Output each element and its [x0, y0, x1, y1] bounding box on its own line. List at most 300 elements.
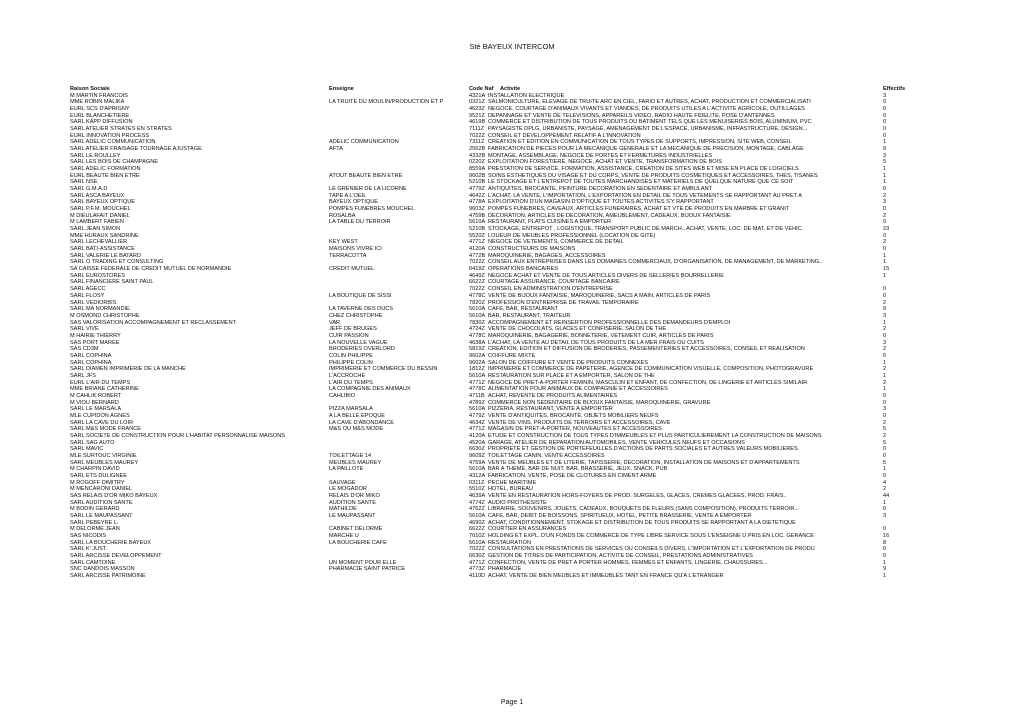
- activite-cell: AUDIO PROTHESISTE: [488, 499, 547, 506]
- enseigne-cell: MARCHE U: [329, 533, 359, 540]
- activite-cell: COMMERCE ET DISTRIBUTION DE TOUS PRODUITS DU BATIMENT TELS QUE LES MENUISERIES BOIS, ALUMINIUM, PVC: [488, 119, 812, 126]
- effectifs-cell: 0: [883, 126, 887, 133]
- enseigne-cell: LE GRENIER DE LA LICORNE: [329, 186, 407, 193]
- code-naf-cell: 5610A: [469, 219, 486, 226]
- code-naf-cell: 5819Z: [469, 346, 485, 353]
- code-naf-cell: 4642Z: [469, 192, 485, 199]
- code-naf-cell: 4120A: [469, 246, 486, 253]
- code-naf-cell: 5610A: [469, 406, 486, 413]
- table-row: [70, 446, 910, 453]
- table-row: [70, 226, 910, 233]
- code-naf-cell: 4321A: [469, 92, 486, 99]
- raison-sociale-cell: SARL COPHINA: [70, 352, 112, 359]
- code-naf-cell: 5610A: [469, 539, 486, 546]
- raison-sociale-cell: SARL ATELIER FRAISAGE TOURNAGE AJUSTAGE: [70, 146, 202, 153]
- raison-sociale-cell: EURL BEAUTE BIEN ETRE: [70, 172, 140, 179]
- activite-cell: NEGOCE DE PRET-A-PORTER FEMININ, MASCULIN ET ENFANT, DE CONFECTION, DE LINGERIE ET ARTICLES SIMILAIR: [488, 379, 808, 386]
- activite-cell: COURTAGE ASSURANCE, COURTAGE BANCAIRE: [488, 279, 620, 286]
- table-row: [70, 473, 910, 480]
- effectifs-cell: 2: [883, 346, 887, 353]
- code-naf-cell: 9521Z: [469, 112, 485, 119]
- effectifs-cell: 8: [883, 539, 887, 546]
- code-naf-cell: 4762Z: [469, 506, 485, 513]
- code-naf-cell: 4619B: [469, 119, 486, 126]
- raison-sociale-cell: SARL JFS: [70, 372, 96, 379]
- effectifs-cell: 1: [883, 386, 887, 393]
- effectifs-cell: 0: [883, 446, 887, 453]
- activite-cell: CONSEIL AUX ENTREPRISES DANS LES DOMAINES COMMERCIAUX, D'ORGANISATION, DE MANAGEMENT, DE MARKETING..: [488, 259, 823, 266]
- raison-sociale-cell: SARL ARCISSE PATRIMOINE: [70, 573, 146, 580]
- table-row: [70, 373, 910, 380]
- effectifs-cell: 23: [883, 226, 890, 233]
- code-naf-cell: 4690Z: [469, 519, 485, 526]
- raison-sociale-cell: MLE CUPIDON AGNES: [70, 412, 130, 419]
- effectifs-cell: 0: [883, 286, 887, 293]
- table-row: [70, 400, 910, 407]
- effectifs-cell: 44: [883, 492, 890, 499]
- table-row: [70, 233, 910, 240]
- raison-sociale-cell: M HAIRIE THIERRY: [70, 332, 121, 339]
- effectifs-cell: 6: [883, 352, 887, 359]
- raison-sociale-cell: SAS CD3M: [70, 346, 99, 353]
- code-naf-cell: 4312A: [469, 472, 486, 479]
- effectifs-cell: 2: [883, 326, 887, 333]
- raison-sociale-cell: SARL G.M.A.D: [70, 186, 108, 193]
- code-naf-cell: 6622Z: [469, 279, 485, 286]
- table-row: [70, 153, 910, 160]
- table-row: [70, 466, 910, 473]
- activite-cell: RESTAURANT, PLATS CUISINES A EMPORTER: [488, 219, 612, 226]
- table-row: [70, 340, 910, 347]
- activite-cell: COURTIER EN ASSURANCES: [488, 526, 567, 533]
- activite-cell: ACCOMPAGNEMENT ET REINSERTION PROFESSIONNELLE DES DEMANDEURS D'EMPLOI: [488, 319, 731, 326]
- activite-cell: POMPES FUNEBRES, CAVEAUX, ARTICLES FUNERAIRES, ACHAT ET VTE DE PRODUITS EN MARBRE ET GRANIT: [488, 206, 790, 213]
- raison-sociale-cell: M CHARPIN DAVID: [70, 466, 120, 473]
- effectifs-cell: 5: [883, 426, 887, 433]
- raison-sociale-cell: SARL VALERIE LE BATARD: [70, 252, 141, 259]
- code-naf-cell: 4724Z: [469, 326, 485, 333]
- raison-sociale-cell: SARL FINANCIERE SAINT PAUL: [70, 279, 154, 286]
- enseigne-cell: RELAIS D'OR MIKO: [329, 492, 380, 499]
- activite-cell: PRESTATION DE SERVICE, FORMATION, ASSISTANCE, CREATION DE SITES WEB ET MISE EN PLACE DE LOGICIELS: [488, 166, 799, 173]
- raison-sociale-cell: EURL L'AIR DU TEMPS: [70, 379, 131, 386]
- activite-cell: ACHAT, VENTE DE BIEN MEUBLES ET IMMEUBLES TANT EN FRANCE QU'A L'ETRANGER: [488, 573, 724, 580]
- table-row: [70, 326, 910, 333]
- raison-sociale-cell: SARL NSE: [70, 179, 98, 186]
- code-naf-cell: 0220Z: [469, 159, 485, 166]
- raison-sociale-cell: M ROGOFF DIMITRY: [70, 479, 125, 486]
- raison-sociale-cell: SAS PORT MAREE: [70, 339, 120, 346]
- activite-cell: MAROQUINERIE, BAGAGES, ACCESSOIRES: [488, 252, 606, 259]
- table-row: [70, 146, 910, 153]
- code-naf-cell: 4110D: [469, 573, 486, 580]
- activite-cell: NEGOCE, COURTAGE D'ANIMAUX VIVANTS ET VIANDES, DE PRODUITS UTILES A L'ACTIVITE AGRICOLE, OUTILLAGES: [488, 106, 805, 113]
- effectifs-cell: 2: [883, 192, 887, 199]
- enseigne-cell: AUDITION SANTE: [329, 499, 376, 506]
- enseigne-cell: ADELIC COMMUNICATION: [329, 139, 399, 146]
- effectifs-cell: 1: [883, 272, 887, 279]
- code-naf-cell: 7311Z: [469, 139, 485, 146]
- code-naf-cell: 4120A: [469, 432, 486, 439]
- table-row: [70, 246, 910, 253]
- activite-cell: INSTALLATION ELECTRIQUE: [488, 92, 565, 99]
- table-row: [70, 293, 910, 300]
- activite-cell: DECORATION, ARTICLES DE DECORATION, AMEUBLEMENT, CADEAUX, BIJOUX FANTAISIE: [488, 212, 731, 219]
- activite-cell: PECHE MARITIME: [488, 479, 537, 486]
- effectifs-cell: 0: [883, 219, 887, 226]
- activite-cell: ACHAT, CONDITIONNEMENT, STOKAGE ET DISTRIBUTION DE TOUS PRODUITS SE RAPPORTANT A LA DIETETIQUE: [488, 519, 796, 526]
- enseigne-cell: A LA BELLE EPOQUE: [329, 412, 385, 419]
- activite-cell: RESTAURATION SUR PLACE ET A EMPORTER, SALON DE THE: [488, 372, 655, 379]
- code-naf-cell: 4772B: [469, 252, 486, 259]
- raison-sociale-cell: SARL DIAMEN IMPRIMERIE DE LA MANCHE: [70, 366, 186, 373]
- raison-sociale-cell: SARL LA CAVE DU LOIR: [70, 419, 134, 426]
- enseigne-cell: PIZZA MARSALA: [329, 406, 373, 413]
- effectifs-cell: 0: [883, 546, 887, 553]
- activite-cell: PIZZERIA, RESTAURANT, VENTE A EMPORTER: [488, 406, 613, 413]
- raison-sociale-cell: SARL SAG AUTO: [70, 439, 115, 446]
- enseigne-cell: M&S OU M&S MODE: [329, 426, 384, 433]
- raison-sociale-cell: SARL LE MAUPASSANT: [70, 513, 133, 519]
- effectifs-cell: 5: [883, 459, 887, 466]
- table-row: [70, 159, 910, 166]
- code-naf-cell: 4789Z: [469, 399, 485, 406]
- code-naf-cell: 4520A: [469, 439, 486, 446]
- effectifs-cell: 9: [883, 566, 887, 573]
- table-row: [70, 506, 910, 513]
- activite-cell: NEGOCE DE VETEMENTS, COMMERCE DE DETAIL: [488, 239, 624, 246]
- effectifs-cell: 0: [883, 526, 887, 533]
- activite-cell: VENTE EN RESTAURATION HORS-FOYERS DE PROD. SURGELES, GLACES, CREMES GLACEES, PROD. FRAIS..: [488, 492, 787, 499]
- enseigne-cell: PHILIPPE COLIN: [329, 359, 373, 366]
- raison-sociale-cell: SAS NICODIS: [70, 533, 107, 540]
- activite-cell: CAFE, BAR, RESTAURANT: [488, 306, 559, 313]
- activite-cell: MAGASIN DE PRET-A-PORTER, NOUVEAUTES ET ACCESSOIRES: [488, 426, 662, 433]
- raison-sociale-cell: SARL SOCIETE DE CONSTRUCTION POUR L'HABITAT PERSONNALISE MAISONS: [70, 432, 286, 439]
- effectifs-cell: 1: [883, 259, 887, 266]
- activite-cell: PHARMACIE: [488, 566, 522, 573]
- effectifs-cell: 1: [883, 166, 887, 173]
- enseigne-cell: L'ACCROCHE: [329, 372, 366, 379]
- raison-sociale-cell: M OSMOND CHRISTOPHE: [70, 312, 140, 319]
- activite-cell: PROFESSION D'ENTREPRISE DE TRAVAIL TEMPORAIRE: [488, 299, 639, 306]
- raison-sociale-cell: SARL COPHINA: [70, 359, 112, 366]
- activite-cell: VENTE DE CHOCOLATS, GLACES ET CONFISERIE, SALON DE THE: [488, 326, 667, 333]
- activite-cell: FABRICATION DE PIECES POUR LA MECANIQUE GENERALE ET LA MECANIQUE DE PRECISION, MONTAGE, CABLAGE: [488, 146, 804, 153]
- raison-sociale-cell: SARL CAMTOINE: [70, 559, 116, 566]
- raison-sociale-cell: SARL MA NORMANDIE: [70, 306, 130, 313]
- activite-cell: TOILETTAGE CANIN, VENTE ACCESSOIRES: [488, 452, 605, 459]
- raison-sociale-cell: SARL MEUBLES MAUREY: [70, 459, 139, 466]
- col-header-raison-sociale: Raison Sociale: [70, 86, 110, 92]
- enseigne-cell: LA TAVERNE DES DUCS: [329, 306, 394, 313]
- activite-cell: LE STOCKAGE ET L'ENTREPOT DE TOUTES MARCHANDISES ET MATERIELS DE QUELQUE NATURE QUE CE SOIT: [488, 179, 794, 186]
- page-number: Page 1: [500, 699, 524, 706]
- effectifs-cell: 1: [883, 499, 887, 506]
- table-row: [70, 93, 910, 100]
- code-naf-cell: 4638A: [469, 339, 486, 346]
- raison-sociale-cell: SARL JEAN SIMON: [70, 226, 121, 233]
- code-naf-cell: 2562B: [469, 146, 486, 153]
- enseigne-cell: LE MOGADOR: [329, 486, 367, 493]
- table-row: [70, 286, 910, 293]
- enseigne-cell: LA PAILLOTE: [329, 466, 364, 473]
- table-row: [70, 380, 910, 387]
- effectifs-cell: 2: [883, 379, 887, 386]
- raison-sociale-cell: SARL BATI-ASSISTANCE: [70, 246, 135, 253]
- table-row: [70, 206, 910, 213]
- table-row: [70, 239, 910, 246]
- activite-cell: VENTE DE VINS, PRODUITS DE TERROIRS ET ACCESSOIRES, CAVE: [488, 419, 671, 426]
- enseigne-cell: LA COMPAGNIE DES ANIMAUX: [329, 386, 411, 393]
- code-naf-cell: 9602A: [469, 352, 486, 359]
- table-row: [70, 353, 910, 360]
- enseigne-cell: LE MAUPASSANT: [329, 513, 376, 519]
- code-naf-cell: 4771Z: [469, 426, 485, 433]
- enseigne-cell: POMPES FUNEBRES MOUCHEL: [329, 206, 415, 213]
- code-naf-cell: 5610A: [469, 312, 486, 319]
- table-row: [70, 360, 910, 367]
- activite-cell: VENTE DE BIJOUX FANTAISIE, MAROQUINERIE, SACS A MAIN, ARTICLES DE PARIS: [488, 292, 711, 299]
- effectifs-cell: 5: [883, 159, 887, 166]
- raison-sociale-cell: SARL BAYEUX OPTIQUE: [70, 199, 135, 206]
- activite-cell: GESTION DE TITRES DE PARTICIPATION, ACTIVITE DE CONSEIL, PRESTATIONS ADMINISTRATIVES: [488, 553, 753, 560]
- table-row: [70, 186, 910, 193]
- table-row: [70, 440, 910, 447]
- raison-sociale-cell: EURL INNOVATION PROCESS: [70, 132, 150, 139]
- code-naf-cell: 4639A: [469, 492, 486, 499]
- enseigne-cell: ATOUT BEAUTE BIEN ETRE: [329, 172, 403, 179]
- activite-cell: HOLDING ET EXPL. D'UN FONDS DE COMMERCE DE TYPE LIBRE SERVICE SOUS L'ENSEIGNE U PRIS EN LOC. GERANCE: [488, 533, 815, 540]
- enseigne-cell: ROSALBA: [329, 212, 356, 219]
- effectifs-cell: 1: [883, 573, 887, 580]
- effectifs-cell: 3: [883, 312, 887, 319]
- code-naf-cell: 4771Z: [469, 559, 485, 566]
- code-naf-cell: 6630Z: [469, 553, 485, 560]
- table-row: [70, 520, 910, 527]
- effectifs-cell: 3: [883, 513, 887, 519]
- raison-sociale-cell: SARL O TRADING ET CONSULTING: [70, 259, 164, 266]
- effectifs-cell: 1: [883, 179, 887, 186]
- table-row: [70, 513, 910, 520]
- table-row: [70, 166, 910, 173]
- raison-sociale-cell: SARL LE ROULLEY: [70, 152, 121, 159]
- code-naf-cell: 4759B: [469, 212, 486, 219]
- code-naf-cell: 4623Z: [469, 106, 485, 113]
- activite-cell: STOCKAGE, ENTREPOT , LOGISTIQUE, TRANSPORT PUBLIC DE MARCH., ACHAT, VENTE, LOC. DE MAT. ET DE VEHIC.: [488, 226, 804, 233]
- code-naf-cell: 7111Z: [469, 126, 485, 133]
- enseigne-cell: LA CAVE D'ABONDANCE: [329, 419, 394, 426]
- enseigne-cell: TERRACOTTA: [329, 252, 367, 259]
- effectifs-cell: 2: [883, 212, 887, 219]
- code-naf-cell: 4778C: [469, 292, 486, 299]
- raison-sociale-cell: SARL K' JUST.: [70, 546, 108, 553]
- activite-cell: MAROQUINERIE, BAGAGERIE, BONNETERIE, VETEMENT CUIR, ARTICLES DE PARIS: [488, 332, 714, 339]
- activite-cell: MONTAGE, ASSEMBLAGE, NEGOCE DE PORTES ET FERMETURES INDUSTRIELLES: [488, 152, 713, 159]
- table-row: [70, 573, 910, 580]
- raison-sociale-cell: SARL VEDIORBIS: [70, 299, 117, 306]
- activite-cell: CONSTRUCTEURS DE MAISONS: [488, 246, 576, 253]
- raison-sociale-cell: M LAMBERT FABIEN: [70, 219, 124, 226]
- code-naf-cell: 6419Z: [469, 266, 485, 273]
- enseigne-cell: LA TRUITE DU MOULIN/PRODUCTION ET P: [329, 99, 444, 106]
- code-naf-cell: 4778C: [469, 386, 486, 393]
- effectifs-cell: 1: [883, 252, 887, 259]
- table-row: [70, 413, 910, 420]
- effectifs-cell: 0: [883, 112, 887, 119]
- table-row: [70, 480, 910, 487]
- raison-sociale-cell: SARL P.F.M. MOUCHEL: [70, 206, 131, 213]
- activite-cell: PAYSAGISTE DPLG, URBANISTE, PAYSAGE, AMENAGEMENT DE L'ESPACE, URBANISME, INFRASTRUCTURE, DESIGN...: [488, 126, 808, 133]
- activite-cell: VENTE DE MEUBLES ET DE LITERIE, TAPISSERIE, DECORATION, INSTALLATION DE MAISONS ET D'APPARTEMENTS: [488, 459, 800, 466]
- enseigne-cell: CAHLIBIO: [329, 392, 356, 399]
- code-naf-cell: 7022Z: [469, 546, 485, 553]
- code-naf-cell: 5610A: [469, 513, 486, 519]
- activite-cell: COIFFURE MIXTE: [488, 352, 536, 359]
- activite-cell: CONSULTATIONS EN PRESTATIONS DE SERVICES OU CONSEILS DIVERS, L'IMPORTATION ET L'EXPORTATION DE PRODU: [488, 546, 815, 553]
- activite-cell: IMPRIMERIE ET COMMERCE DE PAPETERIE, AGENCE DE COMMUNICATION VISUELLE, COMPOSITION, PHOTOGRAVURE: [488, 366, 814, 373]
- activite-cell: DEPANNAGE ET VENTE DE TELEVISIONS, APPAREILS VIDEO, RADIO HAUTE FIDELITE, POSE D'ANTENNES: [488, 112, 775, 119]
- table-row: [70, 333, 910, 340]
- activite-cell: ETUDE ET CONSTRUCTION DE TOUS TYPES D'IMMEUBLES ET PLUS PARTICULIEREMENT LA CONSTRUCTION DE MAISONS: [488, 432, 822, 439]
- table-row: [70, 540, 910, 547]
- effectifs-cell: 2: [883, 486, 887, 493]
- raison-sociale-cell: EURL SCS D'APRIGNY: [70, 106, 130, 113]
- code-naf-cell: 7830Z: [469, 319, 485, 326]
- effectifs-cell: 5: [883, 439, 887, 446]
- col-header-code-naf: Code Naf: [469, 86, 494, 92]
- raison-sociale-cell: SARL LES BOIS DE CHAMPAGNE: [70, 159, 158, 166]
- raison-sociale-cell: SAS RELAIS D'OR MIKO BAYEUX: [70, 492, 158, 499]
- code-naf-cell: 4778A: [469, 199, 486, 206]
- code-naf-cell: 4774Z: [469, 499, 485, 506]
- table-row: [70, 279, 910, 286]
- effectifs-cell: 2: [883, 299, 887, 306]
- effectifs-cell: 0: [883, 206, 887, 213]
- activite-cell: ALIMENTATION POUR ANIMAUX DE COMPAGNIE ET ACCESSOIRES: [488, 386, 668, 393]
- raison-sociale-cell: SARL LECHEVALLIER: [70, 239, 128, 246]
- code-naf-cell: 5610A: [469, 466, 486, 473]
- code-naf-cell: 7022Z: [469, 259, 485, 266]
- table-row: [70, 526, 910, 533]
- activite-cell: EXPLOITATION D'UN MAGASIN D'OPTIQUE ET TOUTES ACTIVITES S'Y RAPPORTANT: [488, 199, 714, 206]
- raison-sociale-cell: SARL KAPP DIFFUSION: [70, 119, 133, 126]
- table-row: [70, 266, 910, 273]
- table-row: [70, 426, 910, 433]
- raison-sociale-cell: SNC DANDOIS MASSON: [70, 566, 135, 573]
- enseigne-cell: JEFF DE BRUGES: [329, 326, 377, 333]
- raison-sociale-cell: SAS VALORISATION ACCOMPAGNEMENT ET RECLASSEMENT: [70, 319, 237, 326]
- table-row: [70, 179, 910, 186]
- code-naf-cell: 9609Z: [469, 452, 485, 459]
- code-naf-cell: 9602A: [469, 359, 486, 366]
- effectifs-cell: 0: [883, 553, 887, 560]
- code-naf-cell: 4771Z: [469, 379, 485, 386]
- activite-cell: PROPRIETE ET GESTION DE PORTEFEUILLES D'ACTIONS DE PARTS SOCIALES ET AUTRES VALEURS MOBILIERES: [488, 446, 798, 453]
- raison-sociale-cell: M DELORME JEAN: [70, 526, 120, 533]
- effectifs-cell: 3: [883, 92, 887, 99]
- activite-cell: CONFECTION, VENTE DE PRET A PORTER HOMMES, FEMMES ET ENFANTS, LINGERIE, CHAUSSURES...: [488, 559, 768, 566]
- enseigne-cell: LA TABLE DU TERROIR: [329, 219, 391, 226]
- raison-sociale-cell: SARL ATELIER STRATES EN STRATES: [70, 126, 172, 133]
- effectifs-cell: 2: [883, 432, 887, 439]
- effectifs-cell: 2: [883, 366, 887, 373]
- code-naf-cell: 4332B: [469, 152, 486, 159]
- effectifs-cell: 1: [883, 139, 887, 146]
- effectifs-cell: 3: [883, 199, 887, 206]
- activite-cell: VENTE D'ANTIQUITES, BROCANTE, OBJETS MOBILIERS NEUFS: [488, 412, 659, 419]
- code-naf-cell: 1812Z: [469, 366, 485, 373]
- activite-cell: EXPLOITATION FORESTIERE, NEGOCE, ACHAT ET VENTE, TRANSFORMATION DE BOIS: [488, 159, 722, 166]
- activite-cell: ACHAT, REVENTE DE PRODUITS ALIMENTAIRES: [488, 392, 618, 399]
- table-row: [70, 273, 910, 280]
- code-naf-cell: 6622Z: [469, 526, 485, 533]
- table-body: [70, 93, 910, 580]
- activite-cell: CREATION ET EDITION EN COMMUNICATION DE TOUS TYPES DE SUPPORTS, IMPRESSION, SITE WEB, CONSEIL: [488, 139, 792, 146]
- table-row: [70, 386, 910, 393]
- table-row: [70, 173, 910, 180]
- enseigne-cell: MATHILDE: [329, 506, 357, 513]
- activite-cell: ANTIQUITES, BROCANTE, PEINTURE DECORATION EN SEDENTAIRE ET AMBULANT: [488, 186, 713, 193]
- effectifs-cell: 3: [883, 406, 887, 413]
- effectifs-cell: 0: [883, 186, 887, 193]
- activite-cell: BAR A THEME, BAR DE NUIT, BAR, BRASSERIE, JEUX, SNACK, PUB: [488, 466, 668, 473]
- table-row: [70, 113, 910, 120]
- code-naf-cell: 5510Z: [469, 486, 485, 493]
- raison-sociale-cell: SARL ADELIC COMMUNICATION: [70, 139, 156, 146]
- code-naf-cell: 7010Z: [469, 533, 485, 540]
- activite-cell: RESTAURATION: [488, 539, 531, 546]
- raison-sociale-cell: SARL MAVIC: [70, 446, 104, 453]
- effectifs-cell: 0: [883, 132, 887, 139]
- code-naf-cell: 4634Z: [469, 419, 485, 426]
- company-table: [70, 86, 910, 580]
- col-header-enseigne: Enseigne: [329, 86, 354, 92]
- code-naf-cell: 5610A: [469, 306, 486, 313]
- effectifs-cell: 1: [883, 359, 887, 366]
- code-naf-cell: 4711B: [469, 392, 485, 399]
- enseigne-cell: CABINET DELORME: [329, 526, 383, 533]
- raison-sociale-cell: SARL LA BOUCHERIE BAYEUX: [70, 539, 152, 546]
- activite-cell: LIBRAIRIE, SOUVENIRS, JOUETS, CADEAUX, BOUQUETS DE FLEURS (SANS COMPOSITION), PRODUITS TERROIR...: [488, 506, 800, 513]
- code-naf-cell: 9602B: [469, 172, 486, 179]
- activite-cell: FABRICATION, VENTE, POSE DE CLOTURES EN CIMENT ARME: [488, 472, 657, 479]
- effectifs-cell: 2: [883, 419, 887, 426]
- code-naf-cell: 4779Z: [469, 412, 485, 419]
- raison-sociale-cell: M CAHLIK ROBERT: [70, 392, 122, 399]
- enseigne-cell: UN MOMENT POUR ELLE: [329, 559, 397, 566]
- activite-cell: BAR, RESTAURANT, TRAITEUR: [488, 312, 571, 319]
- table-row: [70, 119, 910, 126]
- table-row: [70, 213, 910, 220]
- activite-cell: SALMONICULTURE, ELEVAGE DE TRUITE ARC EN CIEL, FARIO ET AUTRES, ACHAT, PRODUCTION ET COMMERCIALISATI: [488, 99, 811, 106]
- raison-sociale-cell: M DIEULAFAIT DANIEL: [70, 212, 130, 219]
- enseigne-cell: VAR: [329, 319, 341, 326]
- col-header-activite: Activite: [500, 86, 521, 92]
- table-row: [70, 313, 910, 320]
- effectifs-cell: 1: [883, 372, 887, 379]
- table-row: [70, 460, 910, 467]
- raison-sociale-cell: M MARTIN FRANCOIS: [70, 92, 129, 99]
- enseigne-cell: LA BOUCHERIE CAFE: [329, 539, 387, 546]
- effectifs-cell: 15: [883, 266, 890, 273]
- raison-sociale-cell: MME BRIANE CATHERINE: [70, 386, 139, 393]
- code-naf-cell: 4649Z: [469, 272, 485, 279]
- raison-sociale-cell: M BODIN GERARD: [70, 506, 120, 513]
- effectifs-cell: 2: [883, 239, 887, 246]
- raison-sociale-cell: M MENCARONI DANIEL: [70, 486, 133, 493]
- code-naf-cell: 7022Z: [469, 286, 485, 293]
